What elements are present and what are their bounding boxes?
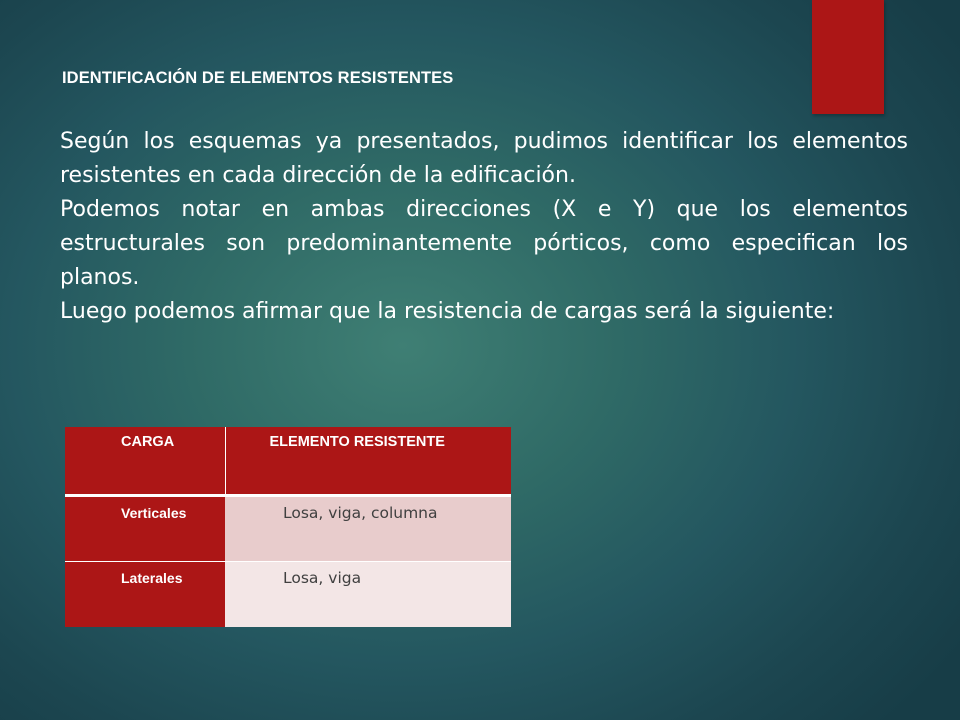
header-carga: CARGA [65, 427, 225, 495]
accent-bar [812, 0, 884, 114]
table-header-row [65, 427, 511, 495]
slide-heading: IDENTIFICACIÓN DE ELEMENTOS RESISTENTES [62, 69, 454, 87]
cell-elemento: Losa, viga, columna [225, 495, 511, 561]
header-elemento-resistente: ELEMENTO RESISTENTE [225, 427, 511, 495]
paragraph-1: Según los esquemas ya presentados, pudimos identificar los elementos resistentes en cada dirección de la edificación. [60, 129, 908, 188]
cell-carga: Laterales [65, 561, 225, 627]
slide-body [60, 125, 908, 329]
load-resistance-table [65, 427, 511, 627]
paragraph-2: Podemos notar en ambas direcciones (X e Y) que los elementos estructurales son predominantemente pórticos, como especifican los planos. [60, 197, 908, 290]
cell-elemento: Losa, viga [225, 561, 511, 627]
table-row [65, 495, 511, 561]
table-row [65, 561, 511, 627]
cell-carga: Verticales [65, 495, 225, 561]
paragraph-3: Luego podemos afirmar que la resistencia de cargas será la siguiente: [60, 299, 835, 324]
